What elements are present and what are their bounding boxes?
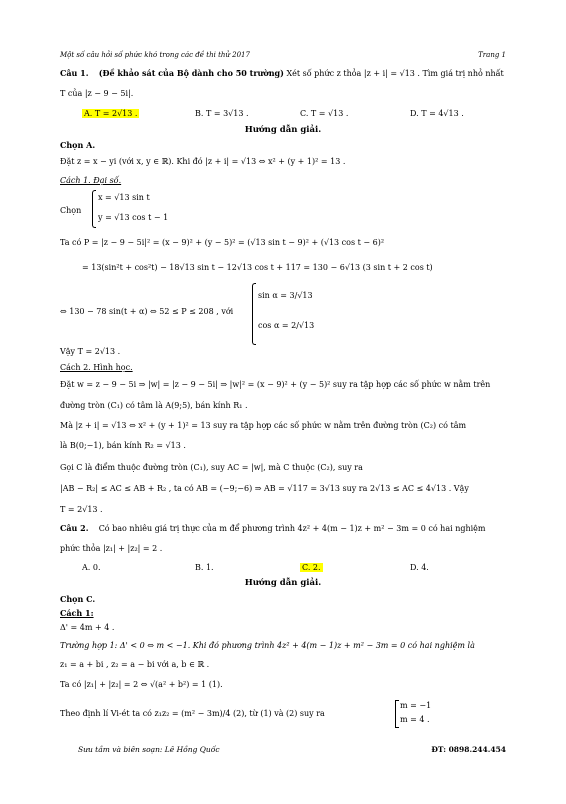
- q1-m2-line4: là B(0;−1), bán kính R₂ = √13 .: [60, 441, 186, 450]
- q1-option-b: B. T = 3√13 .: [195, 109, 249, 118]
- q1-option-a: A. T = 2√13 .: [84, 109, 138, 118]
- q2-guide-title: Hướng dẫn giải.: [244, 578, 322, 588]
- q1-p-range: ⇔ 130 − 78 sin(t + α) ⇔ 52 ≤ P ≤ 208 , với: [60, 307, 234, 316]
- q1-line-set: Đặt z = x − yi (với x, y ∈ ℝ). Khi đó |z + i| = √13 ⇔ x² + (y + 1)² = 13 .: [60, 157, 346, 166]
- q1-param-y: y = √13 cos t − 1: [98, 213, 169, 222]
- footer-phone: ĐT: 0898.244.454: [431, 745, 506, 754]
- q2-option-b: B. 1.: [195, 563, 214, 572]
- q1-guide-title: Hướng dẫn giải.: [244, 125, 322, 135]
- system-brace: [92, 190, 96, 228]
- q2-roots: z₁ = a + bi , z₂ = a − bi với a, b ∈ ℝ .: [60, 660, 210, 669]
- q1-stem1: Xét số phức z thỏa |z + i| = √13 . Tìm giá trị nhỏ nhất: [286, 69, 504, 78]
- q1-source: (Đề khảo sát của Bộ dành cho 50 trường): [98, 68, 284, 78]
- q1-stem2: T của |z − 9 − 5i|.: [60, 89, 134, 98]
- q2-option-d: D. 4.: [410, 563, 429, 572]
- q1-cos-alpha: cos α = 2/√13: [258, 321, 315, 330]
- q2-number: Câu 2.: [60, 523, 89, 533]
- q1-p-simplify: = 13(sin²t + cos²t) − 18√13 sin t − 12√13 cos t + 117 = 130 − 6√13 (3 sin t + 2 cos t): [82, 263, 433, 272]
- q1-method1-heading: Cách 1. Đại số.: [60, 176, 122, 185]
- q1-m2-line1: Đặt w = z − 9 − 5i ⇒ |w| = |z − 9 − 5i| ⇒ |w|² = (x − 9)² + (y − 5)² suy ra tập hợp các số phức w nằm trên: [60, 380, 491, 389]
- footer-author: Sưu tầm và biên soạn: Lê Hồng Quốc: [78, 745, 220, 754]
- q2-choose: Chọn C.: [60, 594, 96, 604]
- q1-number: Câu 1.: [60, 68, 89, 78]
- q1-stem-line1: [60, 68, 504, 79]
- q2-stem2: phức thỏa |z₁| + |z₂| = 2 .: [60, 544, 163, 553]
- q1-conclusion2: T = 2√13 .: [60, 505, 103, 514]
- q1-sin-alpha: sin α = 3/√13: [258, 291, 313, 300]
- q1-param-x: x = √13 sin t: [98, 193, 150, 202]
- q2-option-c: C. 2.: [302, 563, 321, 572]
- q1-choose: Chọn A.: [60, 140, 96, 150]
- q2-delta: Δ' = 4m + 4 .: [60, 623, 115, 632]
- q1-option-c: C. T = √13 .: [300, 109, 349, 118]
- q2-modulus: Ta có |z₁| + |z₂| = 2 ⇔ √(a² + b²) = 1 (1).: [60, 680, 223, 689]
- q1-m2-line6: |AB − R₂| ≤ AC ≤ AB + R₂ , ta có AB = (−9;−6) ⇒ AB = √117 = 3√13 suy ra 2√13 ≤ AC ≤ 4√13 . Vậy: [60, 484, 469, 493]
- q2-stem-line1: [60, 523, 486, 534]
- page-footer: [78, 745, 506, 754]
- alpha-brace: [252, 283, 256, 345]
- q1-p-expand: Ta có P = |z − 9 − 5i|² = (x − 9)² + (y − 5)² = (√13 sin t − 9)² + (√13 cos t − 6)²: [60, 238, 385, 247]
- q2-stem1: Có bao nhiêu giá trị thực của m để phương trình 4z² + 4(m − 1)z + m² − 3m = 0 có hai nghiệm: [98, 524, 486, 533]
- q2-vieta: Theo định lí Vi-ét ta có z₁z₂ = (m² − 3m)/4 (2), từ (1) và (2) suy ra: [60, 709, 325, 718]
- q1-m2-line3: Mà |z + i| = √13 ⇔ x² + (y + 1)² = 13 suy ra tập hợp các số phức w nằm trên đường tròn (C₂) có tâm: [60, 421, 467, 430]
- q2-option-a: A. 0.: [82, 563, 101, 572]
- q1-method2-heading: Cách 2. Hình học.: [60, 363, 133, 372]
- q1-conclusion1: Vậy T = 2√13 .: [60, 347, 121, 356]
- q1-choose-label: Chọn: [60, 206, 82, 215]
- q1-m2-line5: Gọi C là điểm thuộc đường tròn (C₁), suy AC = |w|, mà C thuộc (C₂), suy ra: [60, 463, 363, 472]
- header-page-number: Trang 1: [478, 51, 506, 59]
- q1-m2-line2: đường tròn (C₁) có tâm là A(9;5), bán kính R₁ .: [60, 401, 248, 410]
- solution-bracket: [395, 700, 399, 728]
- q2-sol-m1: m = −1: [400, 701, 432, 710]
- q2-case1: Trường hợp 1: Δ' < 0 ⇔ m < −1. Khi đó phương trình 4z² + 4(m − 1)z + m² − 3m = 0 có hai nghiệm là: [60, 641, 475, 650]
- page-header: [60, 51, 506, 59]
- q1-option-d: D. T = 4√13 .: [410, 109, 464, 118]
- q2-method1-heading: Cách 1:: [60, 608, 94, 618]
- header-title: Một số câu hỏi số phức khó trong các đề thi thử 2017: [60, 51, 250, 59]
- q2-sol-m2: m = 4 .: [400, 715, 430, 724]
